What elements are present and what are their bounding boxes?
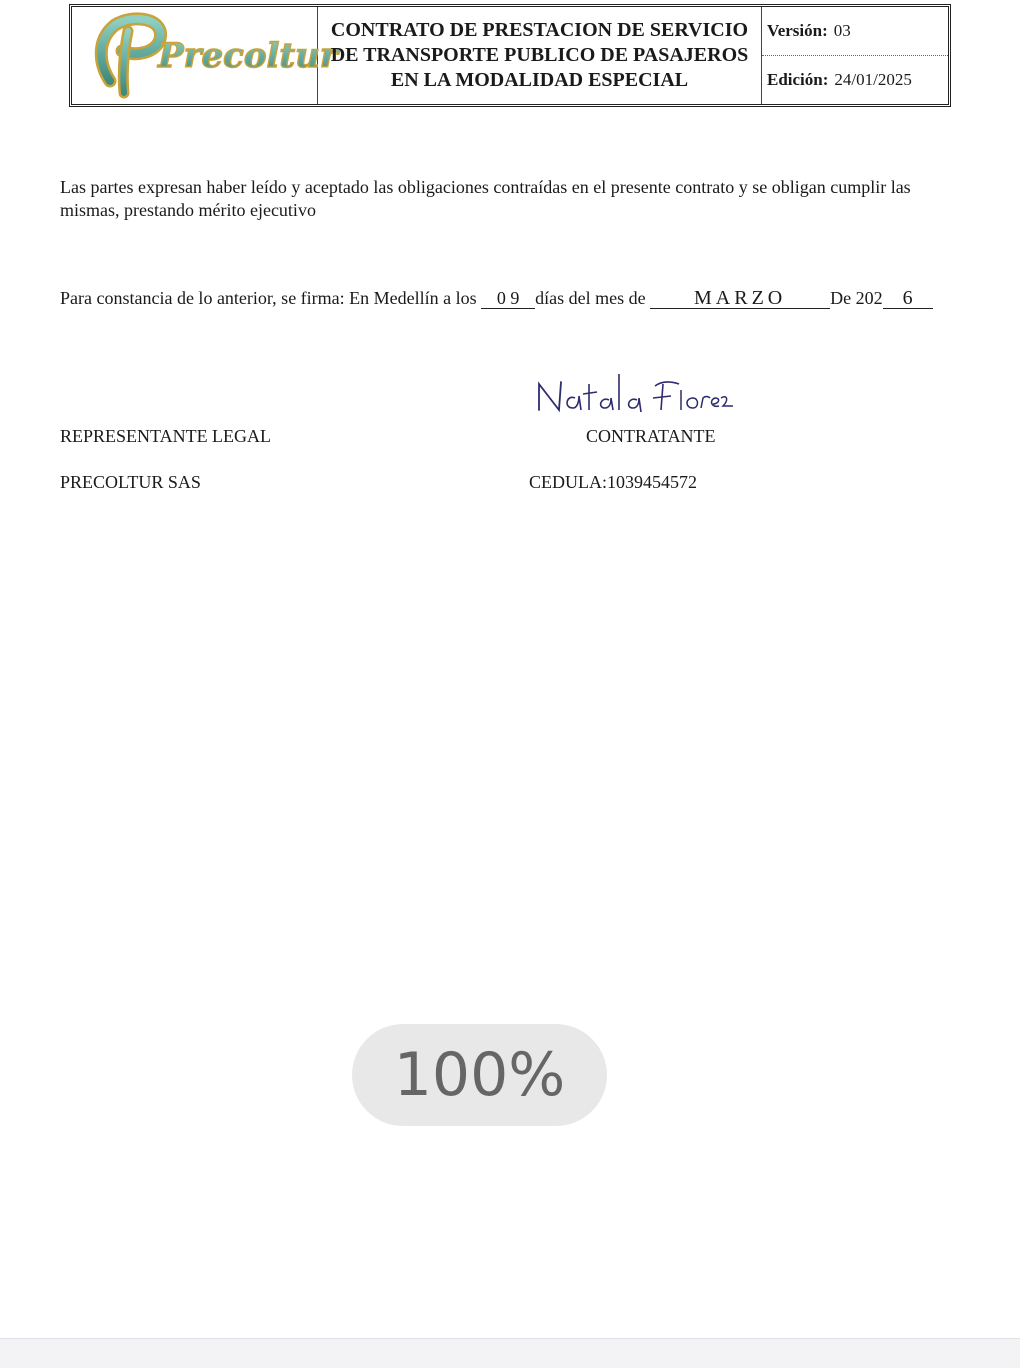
edition-value: 24/01/2025 <box>834 70 912 89</box>
document-meta <box>762 7 948 104</box>
company-logo <box>72 7 338 104</box>
precoltur-logo-icon <box>80 11 338 101</box>
edition-label: Edición: <box>767 70 829 89</box>
year-field: 6 <box>883 289 933 309</box>
cedula-number: CEDULA:1039454572 <box>529 472 697 492</box>
company-name: PRECOLTUR SAS <box>60 472 201 492</box>
edition-row <box>762 55 948 104</box>
month-prefix: días del mes de <box>535 288 646 308</box>
contract-title <box>318 7 762 104</box>
legal-representative-label: REPRESENTANTE LEGAL <box>60 426 272 446</box>
logo-wordmark: Precoltur <box>157 35 338 76</box>
day-field: 0 9 <box>481 289 535 309</box>
zoom-level-indicator: 100% <box>352 1024 607 1126</box>
bottom-toolbar <box>0 1338 1020 1368</box>
version-row <box>762 7 948 55</box>
document-header <box>69 4 951 107</box>
obligations-paragraph: Las partes expresan haber leído y aceptado las obligaciones contraídas en el presente contrato y se obligan cumplir las mismas, prestando mérito ejecutivo <box>60 177 911 220</box>
title-line-2: DE TRANSPORTE PUBLICO DE PASAJEROS <box>330 44 749 66</box>
title-line-3: EN LA MODALIDAD ESPECIAL <box>390 69 689 91</box>
constancia-paragraph <box>60 287 940 310</box>
month-field: MARZO <box>650 289 830 309</box>
title-line-1: CONTRATO DE PRESTACION DE SERVICIO <box>330 19 749 41</box>
handwritten-signature <box>533 360 733 430</box>
contratante-label: CONTRATANTE <box>586 426 716 446</box>
year-prefix: De 202 <box>830 288 883 308</box>
version-value: 03 <box>833 21 851 40</box>
version-label: Versión: <box>767 21 828 40</box>
constancia-prefix: Para constancia de lo anterior, se firma: En Medellín a los <box>60 288 477 308</box>
